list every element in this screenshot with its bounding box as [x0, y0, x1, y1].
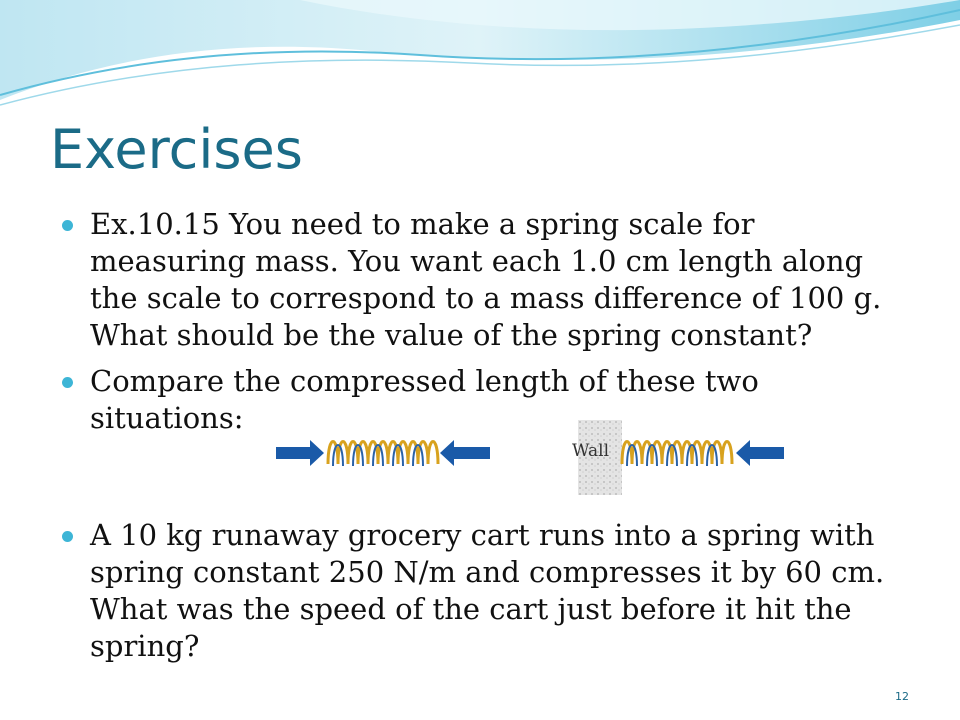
bullet-item [62, 517, 912, 665]
bullet-icon [62, 220, 73, 231]
spring-icon [622, 442, 732, 467]
spring-comparison-figure [272, 420, 792, 495]
wall-label: Wall [572, 441, 610, 461]
bullet-text: Ex.10.15 You need to make a spring scale for measuring mass. You want each 1.0 cm length along the scale to correspond to a mass difference of 100 g. What should be the value of the spring constant? [90, 207, 882, 352]
bullet-icon [62, 531, 73, 542]
bullet-text: A 10 kg runaway grocery cart runs into a spring with spring constant 250 N/m and compresses it by 60 cm. What was the speed of the cart just before it hit the spring? [90, 518, 885, 663]
left-arrow-icon [736, 440, 784, 466]
header-wave-decoration [0, 0, 960, 110]
page-number: 12 [895, 690, 909, 703]
slide-title: Exercises [50, 118, 303, 181]
right-arrow-icon [276, 440, 324, 466]
bullet-icon [62, 377, 73, 388]
left-arrow-icon [440, 440, 490, 466]
bullet-text: Compare the compressed length of these two situations: [90, 364, 759, 435]
bullet-item [62, 206, 912, 354]
spring-icon [324, 442, 442, 467]
